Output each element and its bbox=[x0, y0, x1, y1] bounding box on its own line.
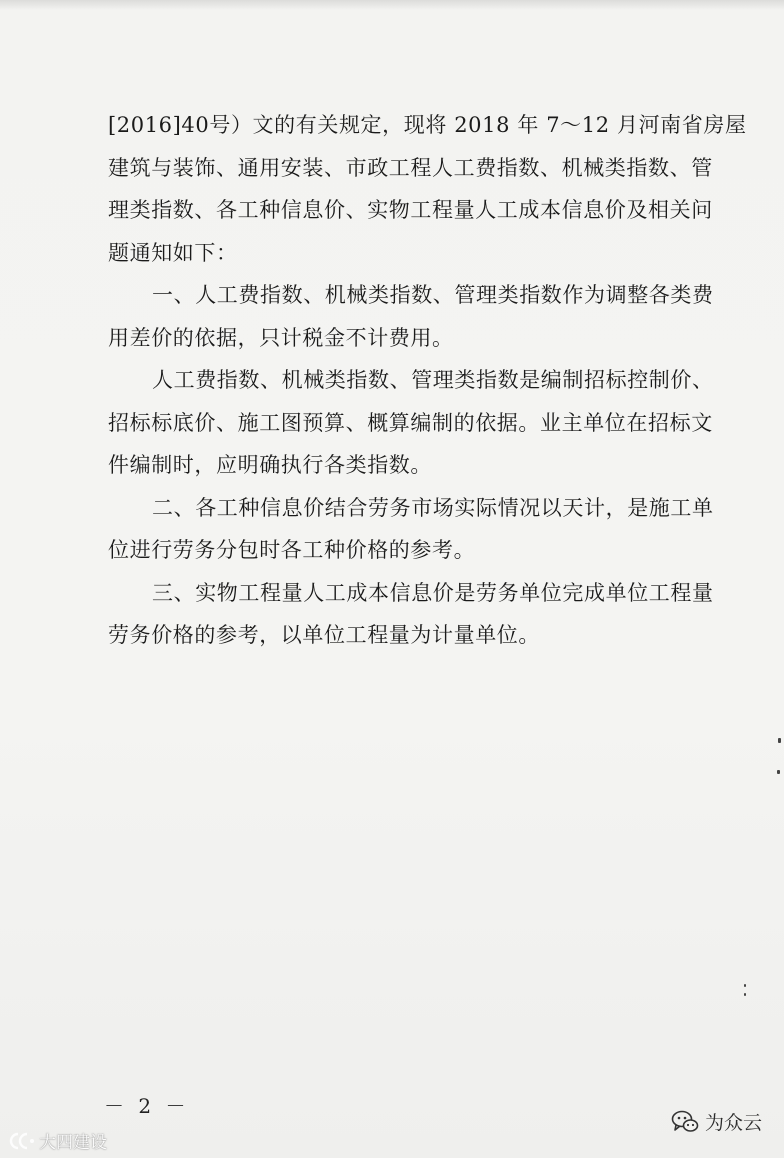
dcb-logo-icon bbox=[8, 1131, 36, 1151]
document-body bbox=[108, 104, 747, 657]
body-line-4: 题通知如下： bbox=[108, 240, 238, 265]
body-line-12: 三、实物工程量人工成本信息价是劳务单位完成单位工程量 bbox=[152, 580, 714, 605]
body-line-8: 招标标底价、施工图预算、概算编制的依据。业主单位在招标文 bbox=[108, 410, 713, 435]
body-line-10: 二、各工种信息价结合劳务市场实际情况以天计，是施工单 bbox=[152, 495, 714, 520]
body-line-7: 人工费指数、机械类指数、管理类指数是编制招标控制价、 bbox=[152, 368, 714, 392]
body-line-6: 用差价的依据，只计税金不计费用。 bbox=[108, 325, 454, 350]
watermark-left bbox=[8, 1128, 107, 1153]
watermark-left-text: 大四建设 bbox=[39, 1133, 107, 1153]
body-line-11: 位进行劳务分包时各工种价格的参考。 bbox=[108, 538, 476, 562]
scan-speck bbox=[744, 984, 746, 987]
body-line-13: 劳务价格的参考，以单位工程量为计量单位。 bbox=[108, 623, 540, 647]
body-line-9: 件编制时，应明确执行各类指数。 bbox=[108, 453, 432, 477]
page-number: － 2 － bbox=[104, 1094, 190, 1118]
scan-speck bbox=[777, 770, 780, 774]
watermark-right-text: 为众云 bbox=[704, 1112, 762, 1134]
body-line-1: [2016]40号）文的有关规定，现将 2018 年 7～12 月河南省房屋 bbox=[108, 113, 747, 137]
body-line-5: 一、人工费指数、机械类指数、管理类指数作为调整各类费 bbox=[152, 283, 714, 307]
page-top-shadow bbox=[0, 0, 784, 10]
wechat-icon bbox=[671, 1109, 699, 1135]
body-line-2: 建筑与装饰、通用安装、市政工程人工费指数、机械类指数、管 bbox=[108, 155, 713, 180]
scan-speck bbox=[778, 738, 781, 743]
body-line-3: 理类指数、各工种信息价、实物工程量人工成本信息价及相关问 bbox=[108, 198, 713, 222]
watermark-right bbox=[671, 1108, 762, 1135]
scan-speck bbox=[744, 993, 746, 996]
